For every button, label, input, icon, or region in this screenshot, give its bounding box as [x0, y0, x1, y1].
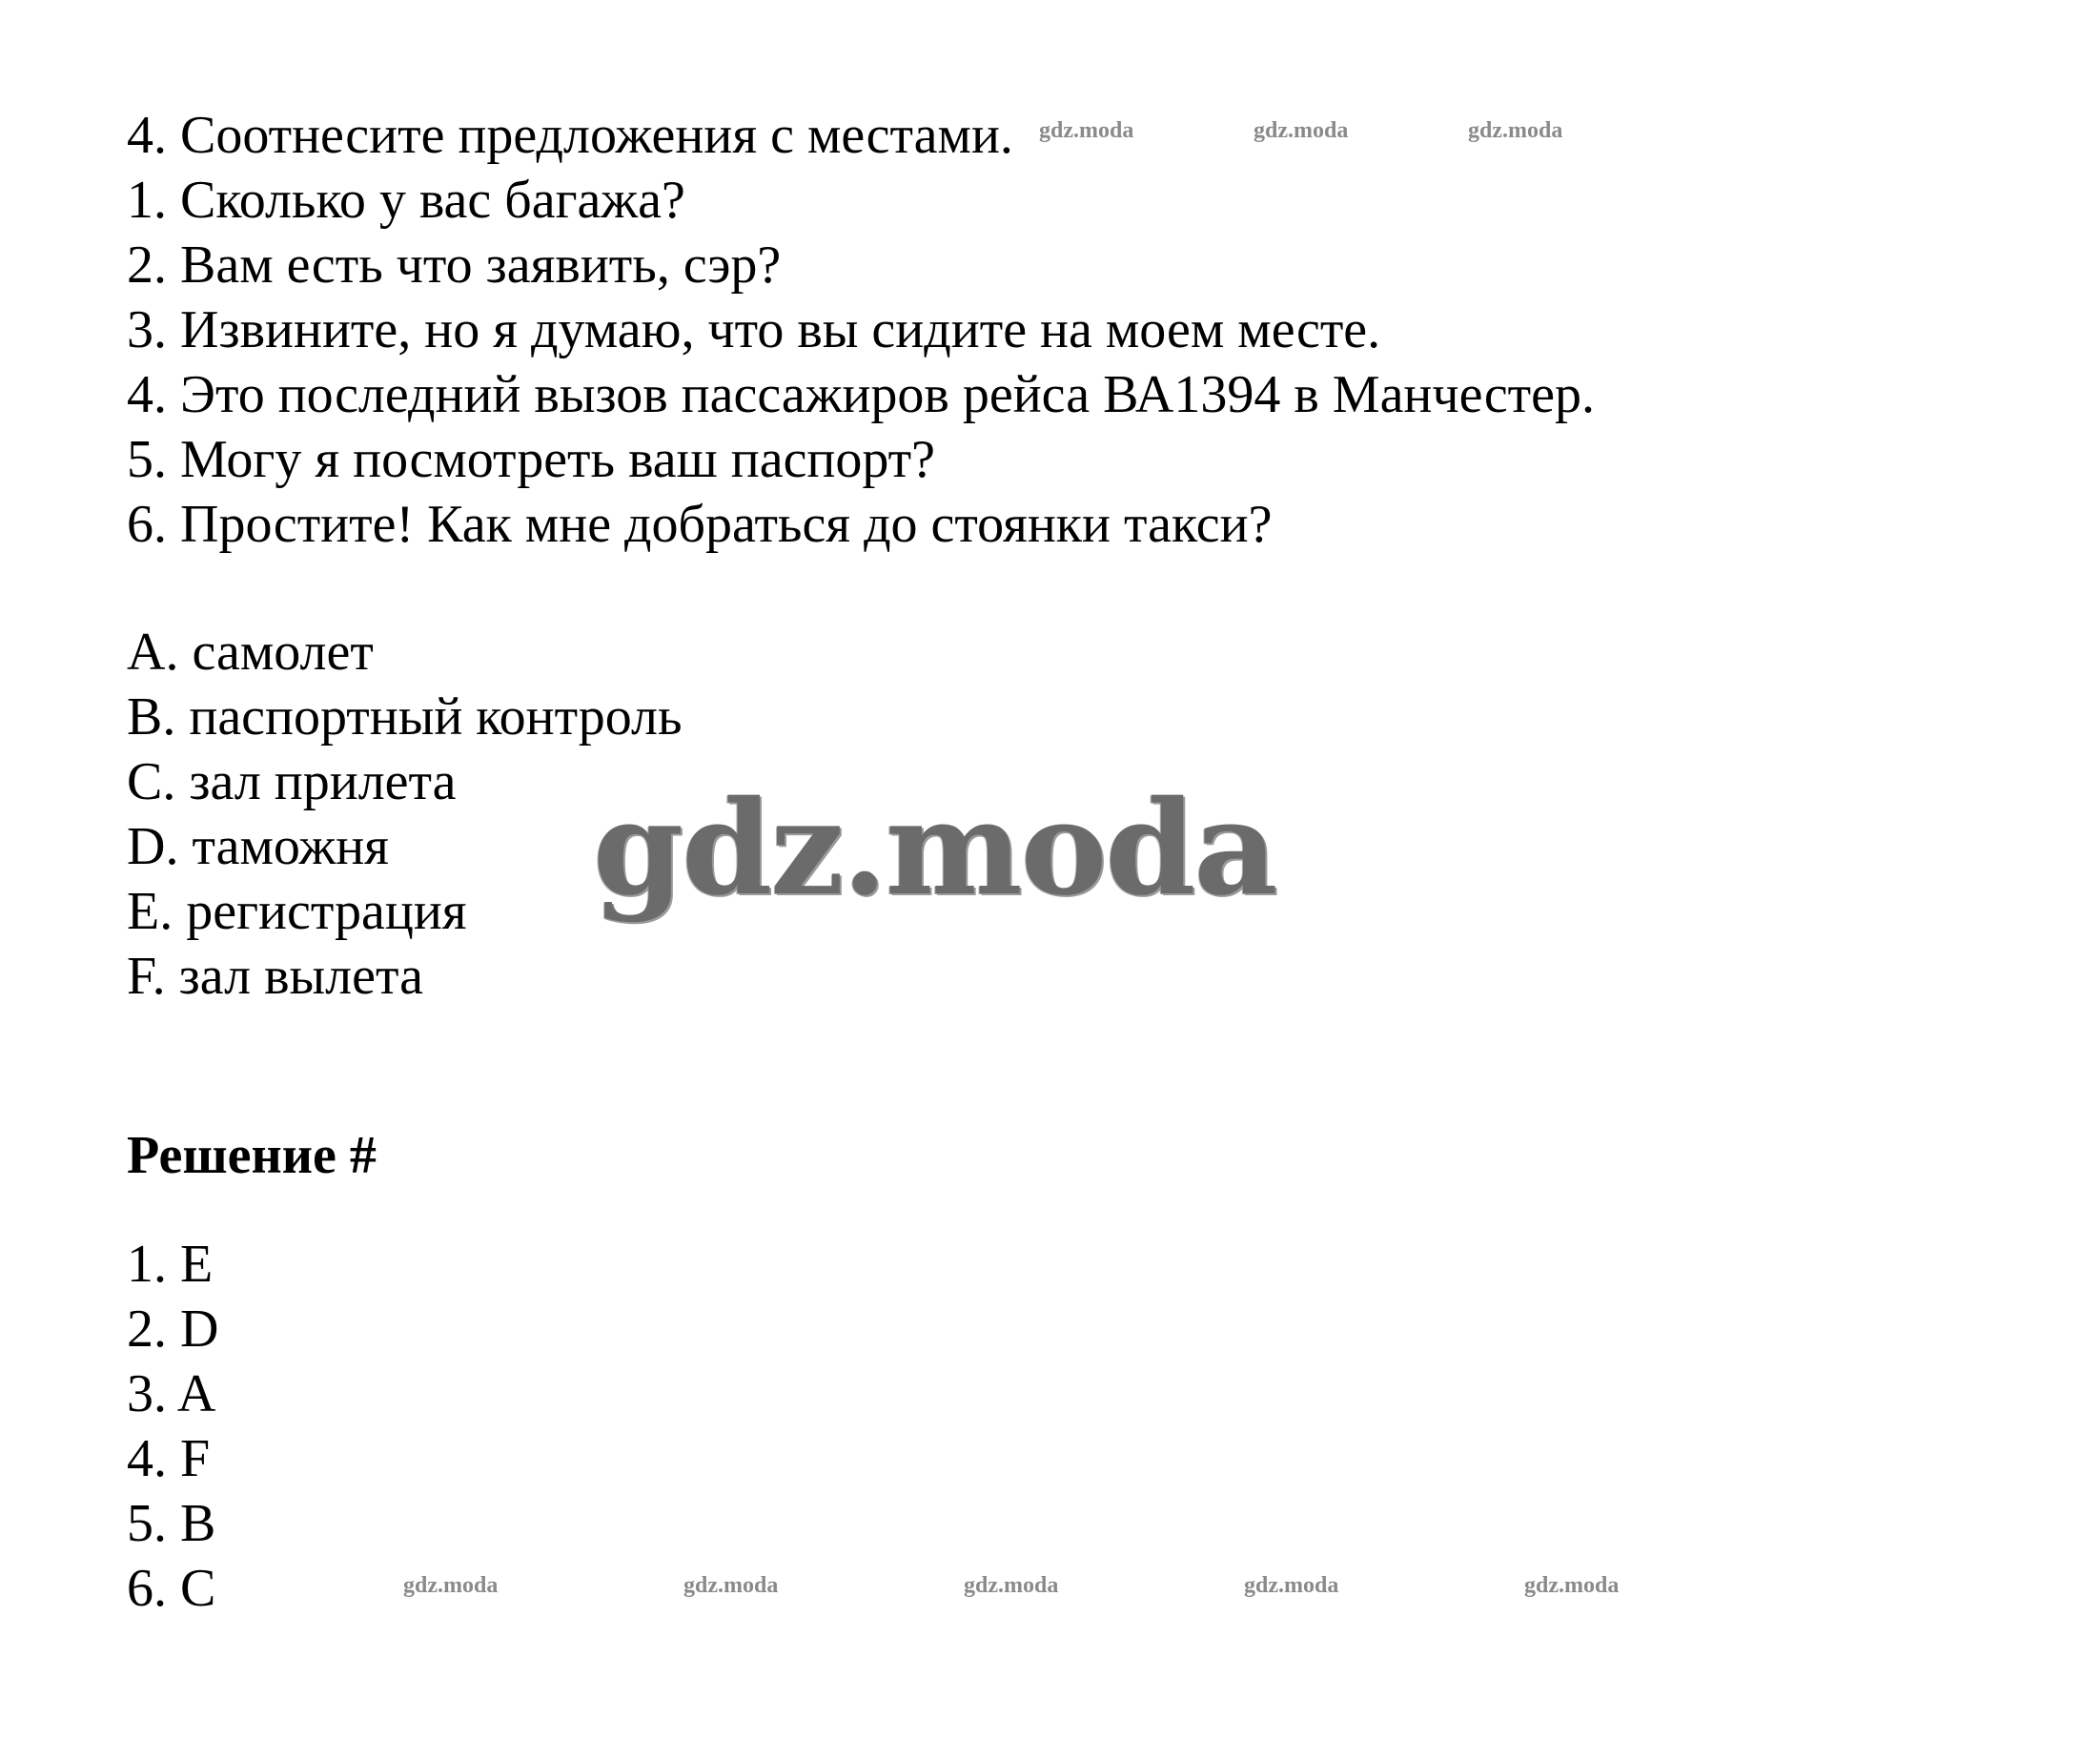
place-d: D. таможня: [127, 817, 389, 876]
answer-3: 3. A: [127, 1364, 216, 1423]
watermark-logo-large: gdz.moda: [593, 772, 1276, 925]
watermark-logo: gdz.moda: [964, 1573, 1059, 1598]
place-a: A. самолет: [127, 623, 374, 682]
solution-heading: Решение #: [127, 1126, 377, 1185]
answer-4: 4. F: [127, 1429, 211, 1488]
sentence-3: 3. Извините, но я думаю, что вы сидите на моем месте.: [127, 300, 1381, 359]
answer-6: 6. C: [127, 1559, 216, 1618]
sentence-4: 4. Это последний вызов пассажиров рейса ВА1394 в Манчестер.: [127, 365, 1595, 424]
watermark-logo: gdz.moda: [1039, 118, 1134, 143]
sentence-5: 5. Могу я посмотреть ваш паспорт?: [127, 430, 935, 489]
watermark-logo: gdz.moda: [1468, 118, 1563, 143]
watermark-logo: gdz.moda: [1244, 1573, 1339, 1598]
place-f: F. зал вылета: [127, 947, 423, 1006]
sentence-2: 2. Вам есть что заявить, сэр?: [127, 235, 782, 295]
watermark-logo: gdz.moda: [1524, 1573, 1620, 1598]
watermark-logo: gdz.moda: [403, 1573, 499, 1598]
answer-1: 1. E: [127, 1235, 214, 1294]
watermark-logo: gdz.moda: [683, 1573, 779, 1598]
sentence-6: 6. Простите! Как мне добраться до стоянки такси?: [127, 495, 1273, 554]
answer-5: 5. B: [127, 1494, 216, 1553]
sentence-1: 1. Сколько у вас багажа?: [127, 171, 685, 230]
place-e: E. регистрация: [127, 882, 467, 941]
place-c: C. зал прилета: [127, 752, 457, 811]
watermark-logo: gdz.moda: [1254, 118, 1349, 143]
answer-2: 2. D: [127, 1300, 219, 1359]
place-b: B. паспортный контроль: [127, 687, 683, 747]
task-title: 4. Соотнесите предложения с местами.: [127, 106, 1013, 165]
